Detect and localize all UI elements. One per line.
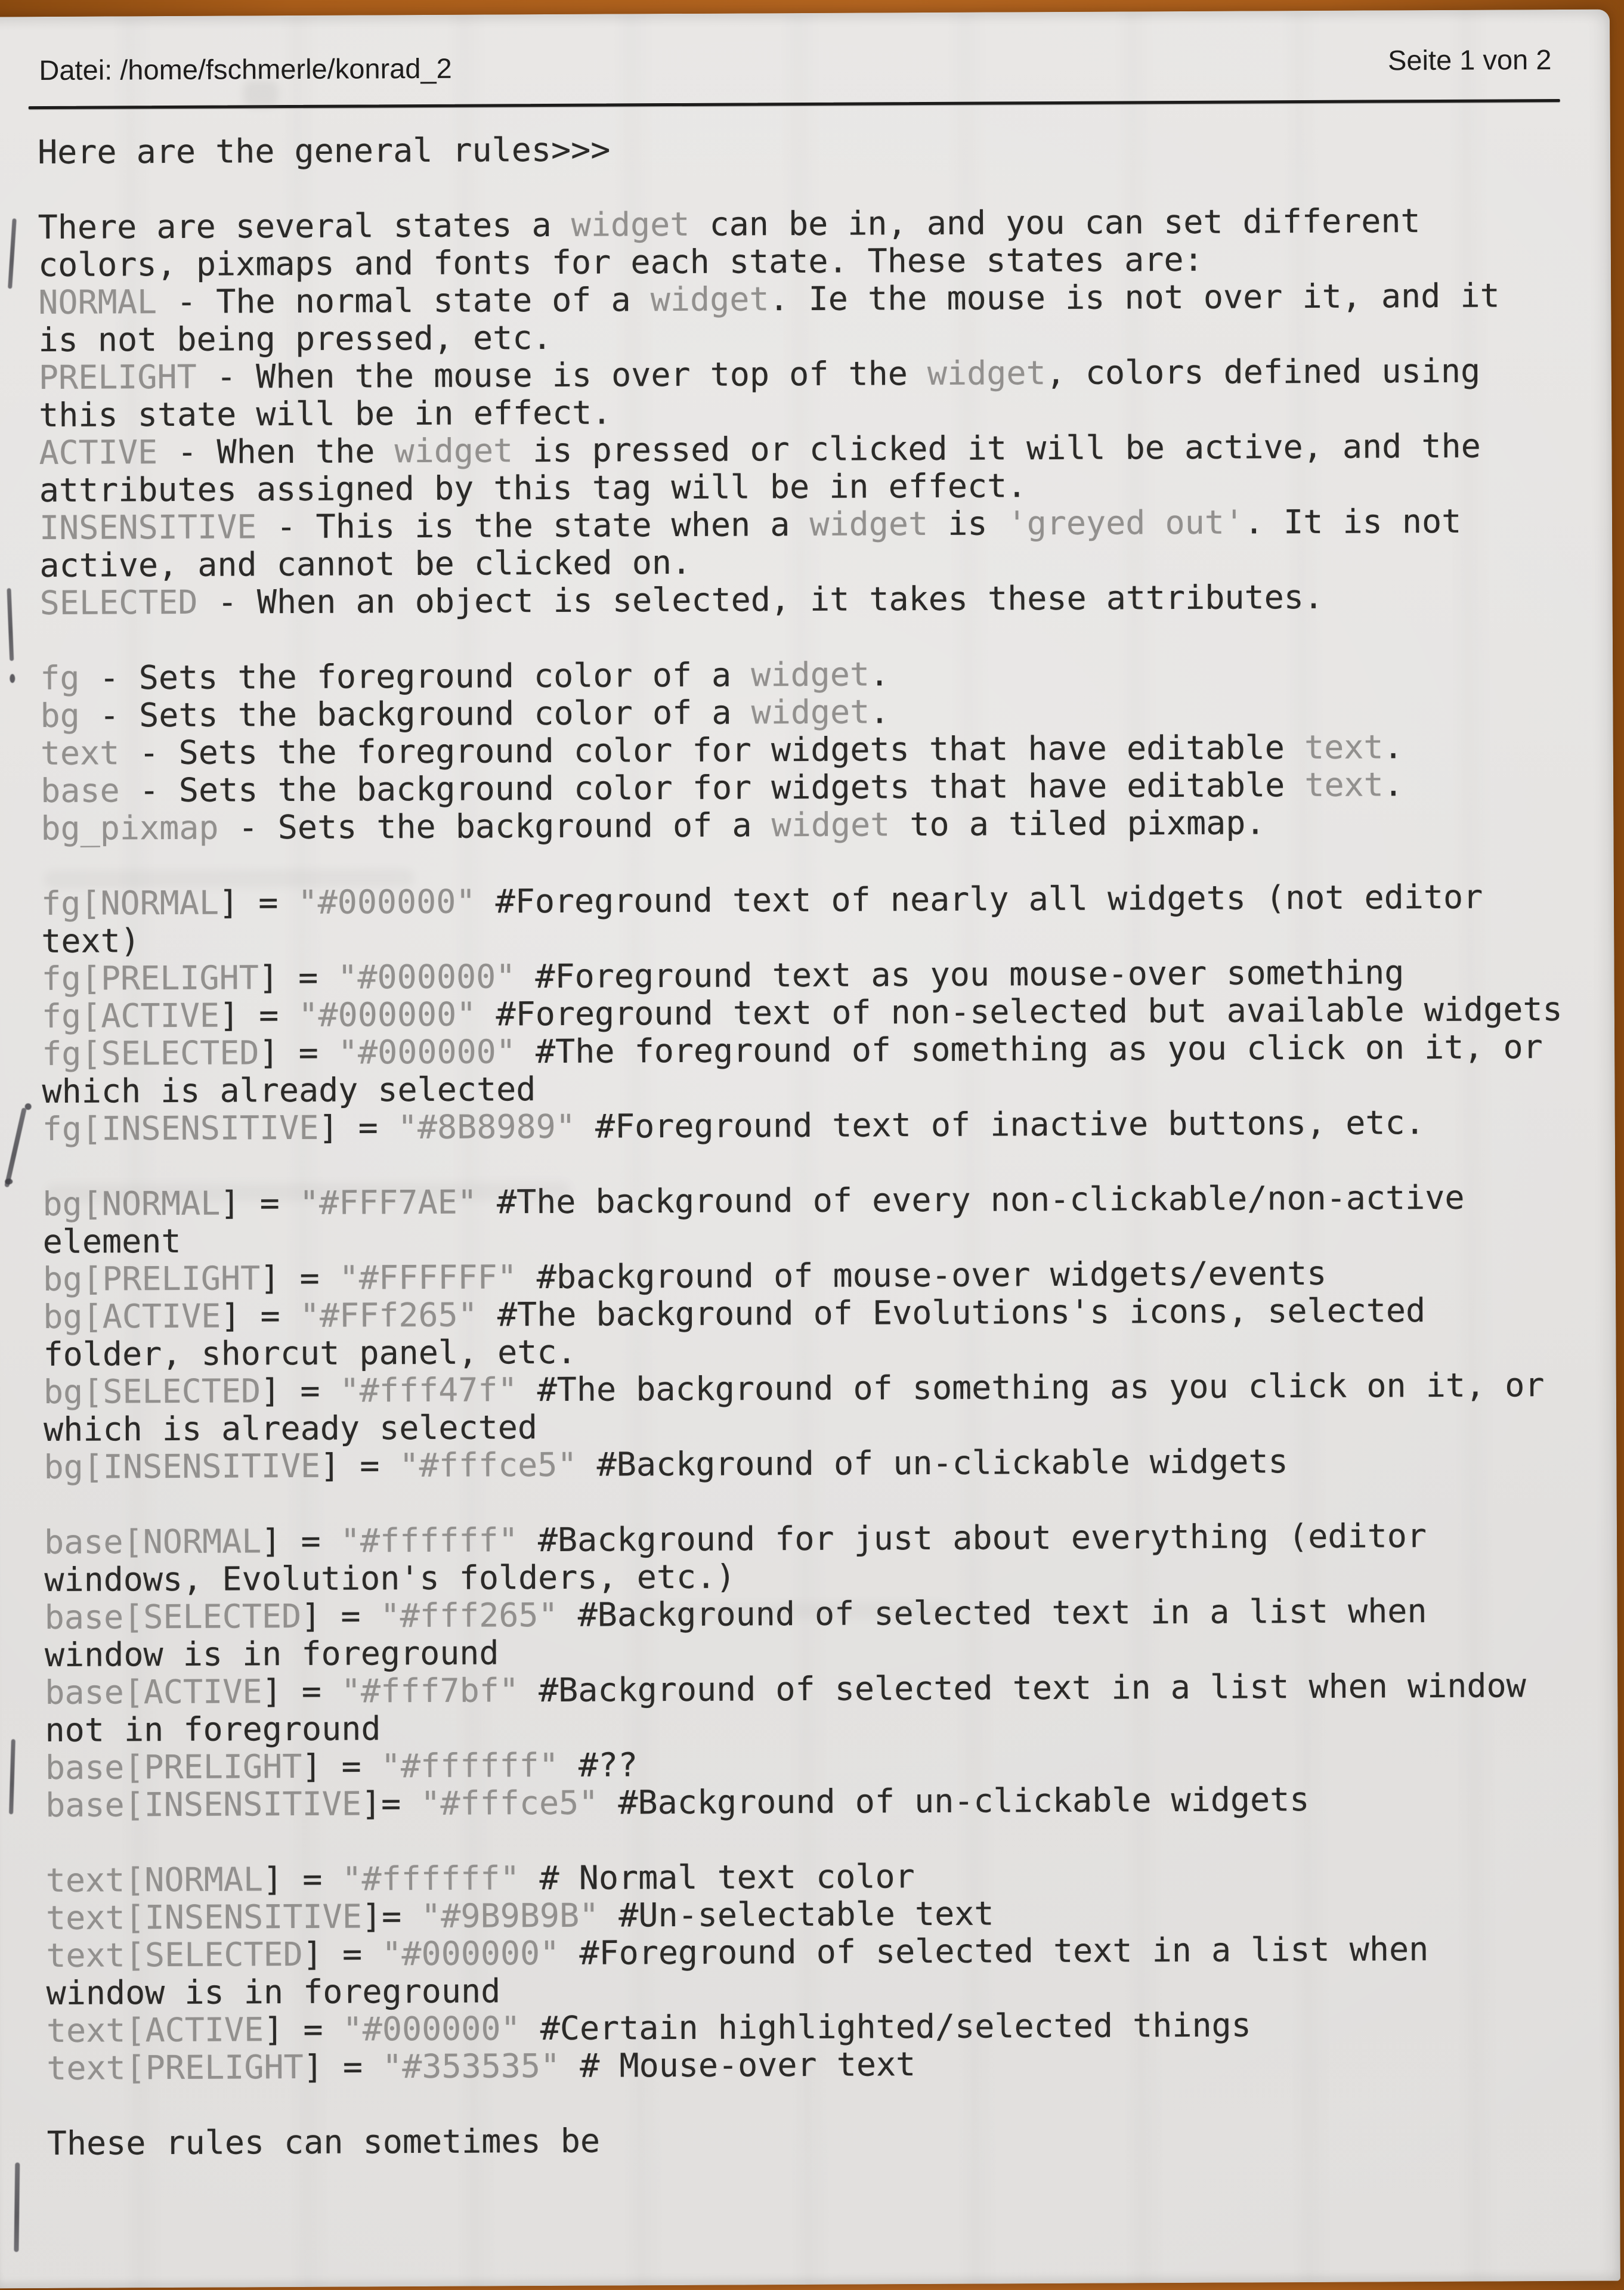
text-token: These rules can sometimes be <box>47 2121 601 2162</box>
text-token: #The foreground of something as you click on it, or <box>515 1028 1543 1071</box>
text-line <box>44 1517 1605 1561</box>
text-token: ] = <box>219 995 299 1035</box>
keyword-token: base[INSENSITIVE <box>45 1784 362 1825</box>
pen-mark <box>4 1107 27 1187</box>
page-number-label: Seite 1 von 2 <box>1387 44 1552 76</box>
text-line <box>47 2118 1608 2162</box>
keyword-token: widget <box>809 505 929 543</box>
keyword-token: "#000000" <box>298 882 476 921</box>
bleed-through-smudge <box>45 1182 570 1202</box>
pen-mark <box>10 674 15 683</box>
bleed-through-smudge <box>44 869 414 889</box>
text-token: . Ie the mouse is not over it, and it <box>769 276 1500 318</box>
text-token: #The background of Evolutions's icons, selected <box>477 1291 1426 1334</box>
pen-mark <box>8 218 17 289</box>
keyword-token: "#FFf265" <box>299 1295 478 1335</box>
keyword-token: bg <box>40 696 80 735</box>
bleed-through-smudge <box>243 80 279 107</box>
text-token: ] = <box>261 1521 341 1561</box>
text-token: is pressed or clicked it will be active, and the <box>513 426 1481 470</box>
text-token: - Sets the background of a <box>218 806 772 847</box>
text-token: - When an object is selected, it takes these attributes. <box>197 577 1324 621</box>
text-token: ] = <box>303 2047 383 2086</box>
text-token: ] = <box>262 1672 342 1711</box>
text-token: . <box>869 655 890 694</box>
keyword-token: "#fffce5" <box>399 1445 577 1485</box>
keyword-token: base[SELECTED <box>44 1596 302 1637</box>
keyword-token: "#fff265" <box>380 1595 558 1635</box>
text-token: #Background of selected text in a list when <box>558 1592 1427 1634</box>
text-token: ] = <box>221 1296 300 1335</box>
text-token: There are several states a <box>38 205 571 247</box>
text-token: . <box>1383 728 1403 766</box>
text-token: # Mouse-over text <box>560 2045 916 2085</box>
text-line <box>39 502 1600 547</box>
text-token: ] = <box>262 1859 342 1899</box>
text-token: #Foreground text as you mouse-over something <box>515 953 1405 996</box>
keyword-token: bg_pixmap <box>41 808 219 848</box>
keyword-token: PRELIGHT <box>38 357 197 397</box>
keyword-token: "#9B9B9B" <box>421 1896 599 1936</box>
text-token: element <box>42 1221 181 1261</box>
keyword-token: INSENSITIVE <box>39 507 257 547</box>
keyword-token: base[PRELIGHT <box>45 1747 302 1787</box>
text-token: ] = <box>260 1258 339 1298</box>
text-token: , colors defined using <box>1045 351 1481 392</box>
text-line <box>42 1028 1603 1073</box>
keyword-token: "#000000" <box>338 1032 516 1072</box>
keyword-token: widget <box>751 692 870 732</box>
text-token: - Sets the background color for widgets that have editable <box>119 766 1305 810</box>
text-token: . <box>870 692 890 731</box>
text-token: can be in, and you can set different <box>689 202 1421 243</box>
keyword-token: base[ACTIVE <box>45 1672 262 1712</box>
pen-mark <box>14 2162 20 2252</box>
keyword-token: text[INSENSITIVE <box>45 1897 363 1937</box>
text-token: - Sets the background color of a <box>79 693 751 735</box>
text-token: ]= <box>361 1784 421 1823</box>
keyword-token: "#000000" <box>382 1933 560 1973</box>
text-token: window is in foreground <box>46 1972 501 2012</box>
pen-mark <box>7 588 14 661</box>
text-token: ] = <box>220 1183 300 1223</box>
text-line <box>45 1667 1606 1712</box>
keyword-token: widget <box>571 205 690 244</box>
text-token: . It is not <box>1243 502 1462 541</box>
text-token: #Background of un-clickable widgets <box>577 1442 1288 1484</box>
text-token: window is in foreground <box>44 1633 499 1675</box>
text-token: - When the mouse is over top of the <box>196 354 928 396</box>
text-token: ] = <box>301 1596 381 1635</box>
keyword-token: "#ffffff" <box>381 1746 559 1785</box>
text-line <box>44 1366 1604 1411</box>
keyword-token: text <box>1304 765 1384 804</box>
document-body <box>38 126 1608 2162</box>
text-token: ] = <box>258 958 338 997</box>
text-token: Here are the general rules>>> <box>37 130 611 172</box>
keyword-token: SELECTED <box>39 583 198 623</box>
text-token: #Background of un-clickable widgets <box>598 1780 1310 1822</box>
text-token: - This is the state when a <box>256 505 810 546</box>
keyword-token: bg[ACTIVE <box>43 1296 221 1336</box>
pen-mark <box>5 1178 13 1184</box>
keyword-token: fg[SELECTED <box>42 1033 259 1073</box>
text-token: attributes assigned by this tag will be in effect. <box>39 466 1027 510</box>
keyword-token: widget <box>927 354 1046 393</box>
text-token: to a tiled pixmap. <box>890 803 1266 844</box>
pen-mark <box>9 1739 16 1814</box>
keyword-token: "#8B8989" <box>397 1107 576 1147</box>
keyword-token: "#000000" <box>298 995 477 1034</box>
keyword-token: text[PRELIGHT <box>47 2047 304 2087</box>
keyword-token: "#353535" <box>382 2046 561 2086</box>
keyword-token: NORMAL <box>38 283 157 322</box>
keyword-token: "#ffffff" <box>342 1859 520 1898</box>
text-line <box>39 352 1600 397</box>
keyword-token: "#fffce5" <box>420 1783 599 1823</box>
keyword-token: "#ffffff" <box>340 1521 518 1560</box>
keyword-token: widget <box>771 805 890 844</box>
keyword-token: fg[NORMAL <box>41 883 219 923</box>
text-token: ] = <box>318 1108 398 1147</box>
text-token: ] = <box>320 1446 400 1485</box>
keyword-token: base[NORMAL <box>44 1522 262 1562</box>
text-token: colors, pixmaps and fonts for each state. These states are: <box>38 240 1204 284</box>
text-token: ] = <box>261 1371 340 1410</box>
keyword-token: text[ACTIVE <box>46 2010 264 2050</box>
text-token: windows, Evolution's folders, etc.) <box>44 1557 736 1599</box>
text-token: #The background of every non-clickable/non-active <box>477 1178 1465 1221</box>
text-token: #background of mouse-over widgets/events <box>516 1254 1327 1296</box>
text-token: ] = <box>259 1033 339 1072</box>
keyword-token: widget <box>650 280 769 319</box>
text-token: #Foreground text of inactive buttons, etc. <box>575 1103 1425 1146</box>
keyword-token: text <box>40 734 120 773</box>
pen-mark <box>25 1103 32 1110</box>
text-line <box>39 427 1600 472</box>
scanned-page <box>0 10 1620 2289</box>
keyword-token: bg[NORMAL <box>42 1184 221 1224</box>
text-line <box>38 202 1599 246</box>
text-line <box>38 277 1599 321</box>
keyword-token: fg[ACTIVE <box>41 996 220 1036</box>
text-token: is <box>928 504 1007 543</box>
text-token: ]= <box>361 1897 422 1936</box>
keyword-token: "#000000" <box>338 957 516 997</box>
text-token: - The normal state of a <box>156 280 651 321</box>
text-token: #Certain highlighted/selected things <box>520 2006 1251 2048</box>
keyword-token: widget <box>394 431 514 471</box>
text-token: active, and cannot be clicked on. <box>39 543 692 585</box>
keyword-token: text <box>1304 728 1384 767</box>
text-token: # Normal text color <box>519 1857 915 1898</box>
text-token: #Foreground of selected text in a list when <box>559 1930 1429 1972</box>
text-line <box>41 765 1601 810</box>
keyword-token: "#FFFFFF" <box>339 1258 517 1297</box>
text-token: ] = <box>302 1747 381 1785</box>
text-token: #Foreground text of nearly all widgets (not editor <box>475 877 1483 921</box>
keyword-token: bg[SELECTED <box>43 1372 261 1412</box>
keyword-token: bg[INSENSITIVE <box>44 1446 321 1487</box>
keyword-token: bg[PRELIGHT <box>42 1259 261 1299</box>
text-token: - Sets the foreground color for widgets that have editable <box>119 728 1305 772</box>
bleed-through-smudge <box>638 1602 948 1619</box>
text-token: #Foreground text of non-selected but available widgets <box>476 990 1563 1033</box>
text-token: folder, shorcut panel, etc. <box>43 1332 577 1374</box>
text-token: ] = <box>218 883 298 922</box>
keyword-token: "#FFF7AE" <box>299 1183 478 1222</box>
keyword-token: fg <box>40 658 80 698</box>
keyword-token: fg[PRELIGHT <box>41 958 259 998</box>
text-token: which is already selected <box>44 1408 538 1449</box>
keyword-token: ACTIVE <box>39 433 158 472</box>
text-line <box>42 1103 1603 1148</box>
text-token: this state will be in effect. <box>39 393 612 435</box>
keyword-token: fg[INSENSITIVE <box>42 1108 319 1149</box>
text-token: is not being pressed, etc. <box>38 318 552 360</box>
keyword-token: "#fff47f" <box>339 1370 518 1410</box>
text-token: - Sets the foreground color of a <box>79 655 751 697</box>
keyword-token: "#000000" <box>342 2009 521 2048</box>
keyword-token: "#fff7bf" <box>341 1671 519 1710</box>
text-token: not in foreground <box>45 1709 381 1750</box>
text-token: #The background of something as you click on it, or <box>517 1366 1545 1409</box>
text-token: . <box>1383 765 1404 804</box>
text-line <box>43 1291 1604 1336</box>
text-token: - When the <box>157 432 395 472</box>
text-token: #Background of selected text in a list when window <box>518 1666 1526 1710</box>
text-token: which is already selected <box>42 1070 536 1111</box>
file-path-label: Datei: /home/fschmerle/konrad_2 <box>39 52 452 86</box>
keyword-token: widget <box>751 655 870 694</box>
text-line <box>46 1930 1607 1975</box>
keyword-token: text[SELECTED <box>46 1935 303 1975</box>
keyword-token: 'greyed out' <box>1007 503 1245 543</box>
keyword-token: text[NORMAL <box>45 1860 264 1899</box>
text-token: text) <box>41 921 141 961</box>
text-token: #?? <box>558 1746 638 1784</box>
text-token: #Background for just about everything (editor <box>518 1517 1427 1559</box>
keyword-token: base <box>41 771 120 810</box>
text-token: ] = <box>302 1935 382 1973</box>
text-token: #Un-selectable text <box>599 1894 994 1935</box>
text-token: ] = <box>264 2010 343 2049</box>
